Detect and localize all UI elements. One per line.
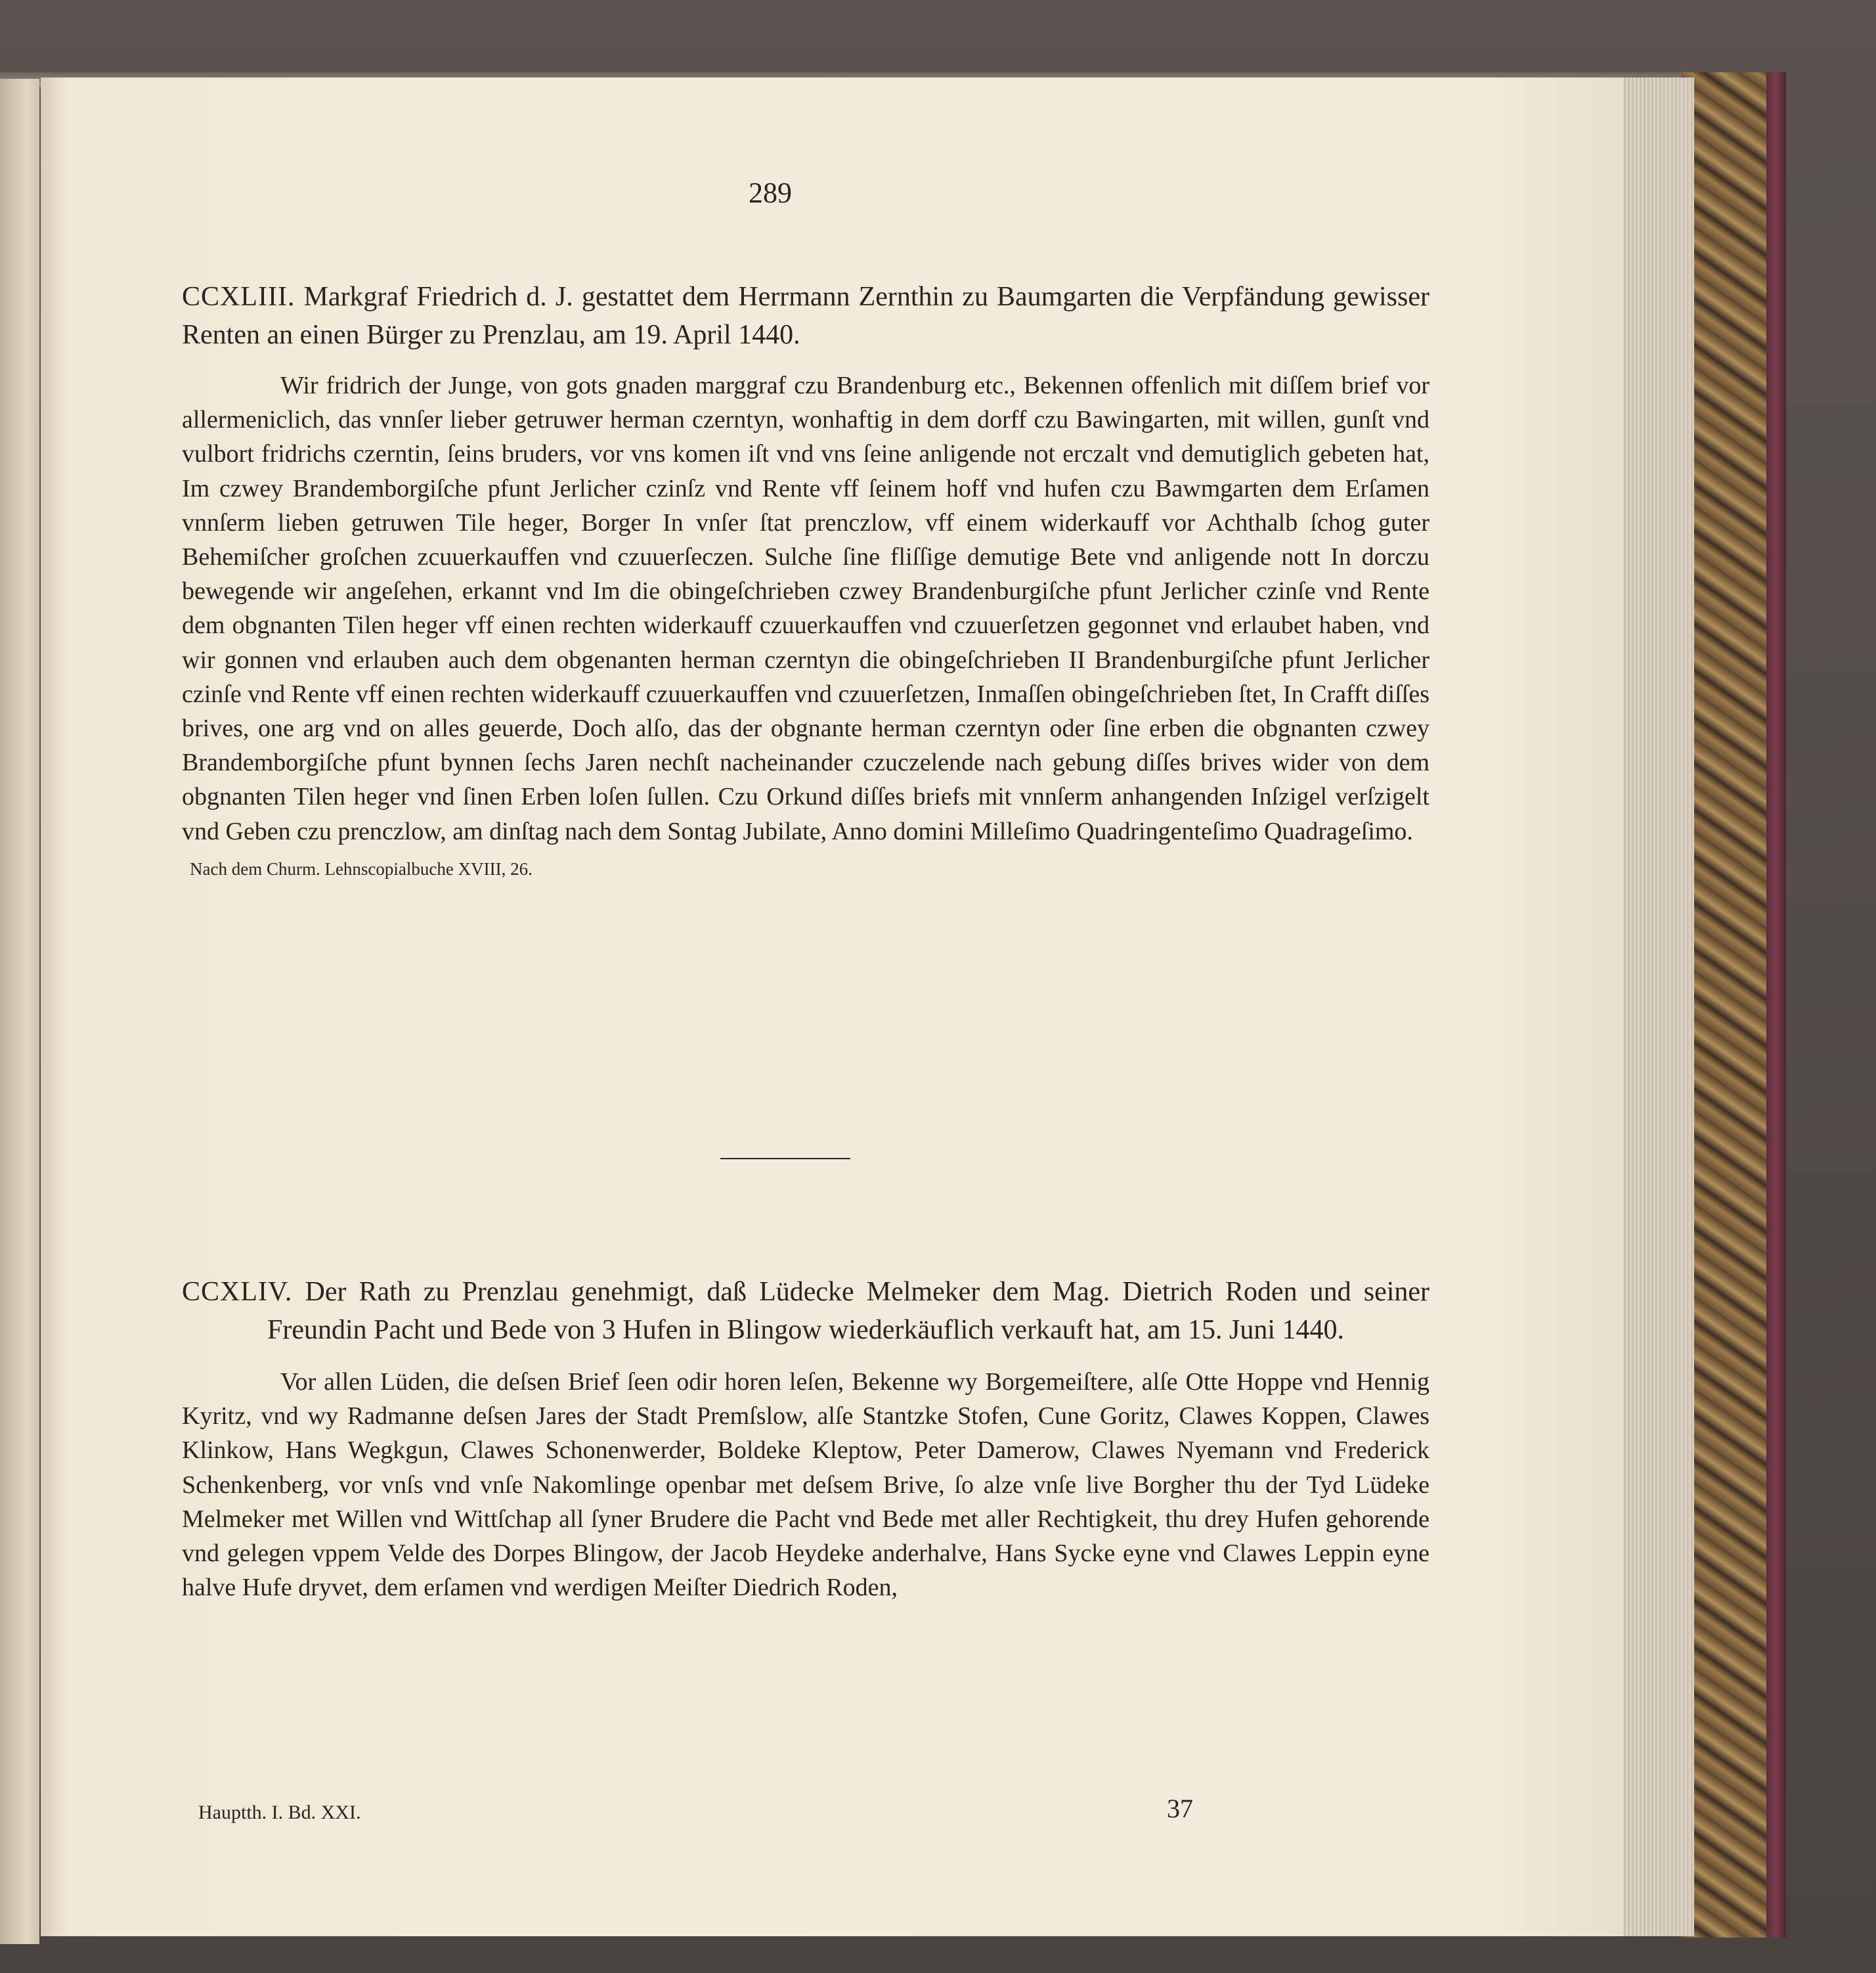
- section-body: Wir fridrich der Junge, von gots gnaden marggraf czu Brandenburg etc., Bekennen offenlich mit diſſem brief vor allermeniclich, das vnnſer lieber getruwer herman czerntyn, wonhaftig in dem dorff czu Bawingarten, mit willen, gunſt vnd vulbort fridrichs czerntin, ſeins bruders, vor vns komen iſt vnd vns ſeine anligende not erczalt vnd demutiglich gebeten hat, Im czwey Brandemborgiſche pfunt Jerlicher czinſz vnd Rente vff ſeinem hoff vnd hufen czu Bawmgarten dem Erſamen vnnſerm lieben getruwen Tile heger, Borger In vnſer ſtat prenczlow, vff einem widerkauff vor Achthalb ſchog guter Behemiſcher groſchen zcuuerkauffen vnd czuuerſeczen. Sulche ſine fliſſige demutige Bete vnd anligende nott In dorczu bewegende wir angeſehen, erkannt vnd Im die obingeſchrieben czwey Brandenburgiſche pfunt Jerlicher czinſe vnd Rente dem obgnanten Tilen heger vff einen rechten widerkauff czuuerkauffen vnd czuuerſetzen gegonnet vnd erlaubet haben, vnd wir gonnen vnd erlauben auch dem obgenanten herman czerntyn die obingeſchrieben II Brandenburgiſche pfunt Jerlicher czinſe vnd Rente vff einen rechten widerkauff czuuerkauffen vnd czuuerſetzen, Inmaſſen obingeſchrieben ſtet, In Crafft diſſes brives, one arg vnd on alles geuerde, Doch alſo, das der obgnante herman czerntyn oder ſine erben die obgnanten czwey Brandemborgiſche pfunt bynnen ſechs Jaren nechſt nacheinander czuczelende nach gebung diſſes brives wider von dem obgnanten Tilen heger vnd ſinen Erben loſen ſullen. Czu Orkund diſſes briefs mit vnnſerm anhangenden Inſzigel verſzigelt vnd Geben czu prenczlow, am dinſtag nach dem Sontag Jubilate, Anno domini Milleſimo Quadringenteſimo Quadrageſimo.: [182, 372, 1429, 845]
- section-number: CCXLIV.: [182, 1277, 293, 1307]
- section-number: CCXLIII.: [182, 282, 295, 312]
- section-body: Vor allen Lüden, die deſsen Brief ſeen odir horen leſen, Bekenne wy Borgemeiſtere, alſe Otte Hoppe vnd Hennig Kyritz, vnd wy Radmanne deſsen Jares der Stadt Premſslow, alſe Stantzke Stofen, Cune Goritz, Clawes Koppen, Clawes Klinkow, Hans Wegkgun, Clawes Schonenwerder, Boldeke Kleptow, Peter Damerow, Clawes Nyemann vnd Frederick Schenkenberg, vor vnſs vnd vnſe Nakomlinge openbar met deſsem Brive, ſo alze vnſe live Borgher thu der Tyd Lüdeke Melmeker met Willen vnd Wittſchap all ſyner Brudere die Pacht vnd Bede met aller Rechtigkeit, thu drey Hufen gehorende vnd gelegen vppem Velde des Dorpes Blingow, der Jacob Heydeke anderhalve, Hans Sycke eyne vnd Clawes Leppin eyne halve Hufe dryvet, dem erſamen vnd werdigen Meiſter Diedrich Roden,: [182, 1368, 1429, 1602]
- document-section-1: [182, 278, 1429, 879]
- book-page: [41, 78, 1623, 1936]
- section-heading: [182, 1273, 1429, 1349]
- footer-signature: 37: [1167, 1794, 1193, 1823]
- section-divider: [720, 1158, 850, 1159]
- source-note: Nach dem Churm. Lehnscopialbuche XVIII, 26.: [190, 858, 533, 879]
- footer-volume: Hauptth. I. Bd. XXI.: [198, 1802, 361, 1823]
- left-page-edge: [0, 79, 39, 1944]
- page-edges: [1622, 78, 1694, 1936]
- section-title: Markgraf Friedrich d. J. gestattet dem Herrmann Zernthin zu Baumgarten die Verpfändung gewisser Renten an einen Bürger zu Prenzlau, am 19. April 1440.: [182, 282, 1429, 350]
- section-title: Der Rath zu Prenzlau genehmigt, daß Lüdecke Melmeker dem Mag. Dietrich Roden und seiner Freundin Pacht und Bede von 3 Hufen in Blingow wiederkäuflich verkauft hat, am 15. Juni 1440.: [267, 1277, 1430, 1345]
- cover-edge: [1766, 72, 1786, 1938]
- document-section-2: [182, 1273, 1429, 1605]
- page-number: 289: [749, 177, 792, 209]
- section-heading: [182, 278, 1429, 354]
